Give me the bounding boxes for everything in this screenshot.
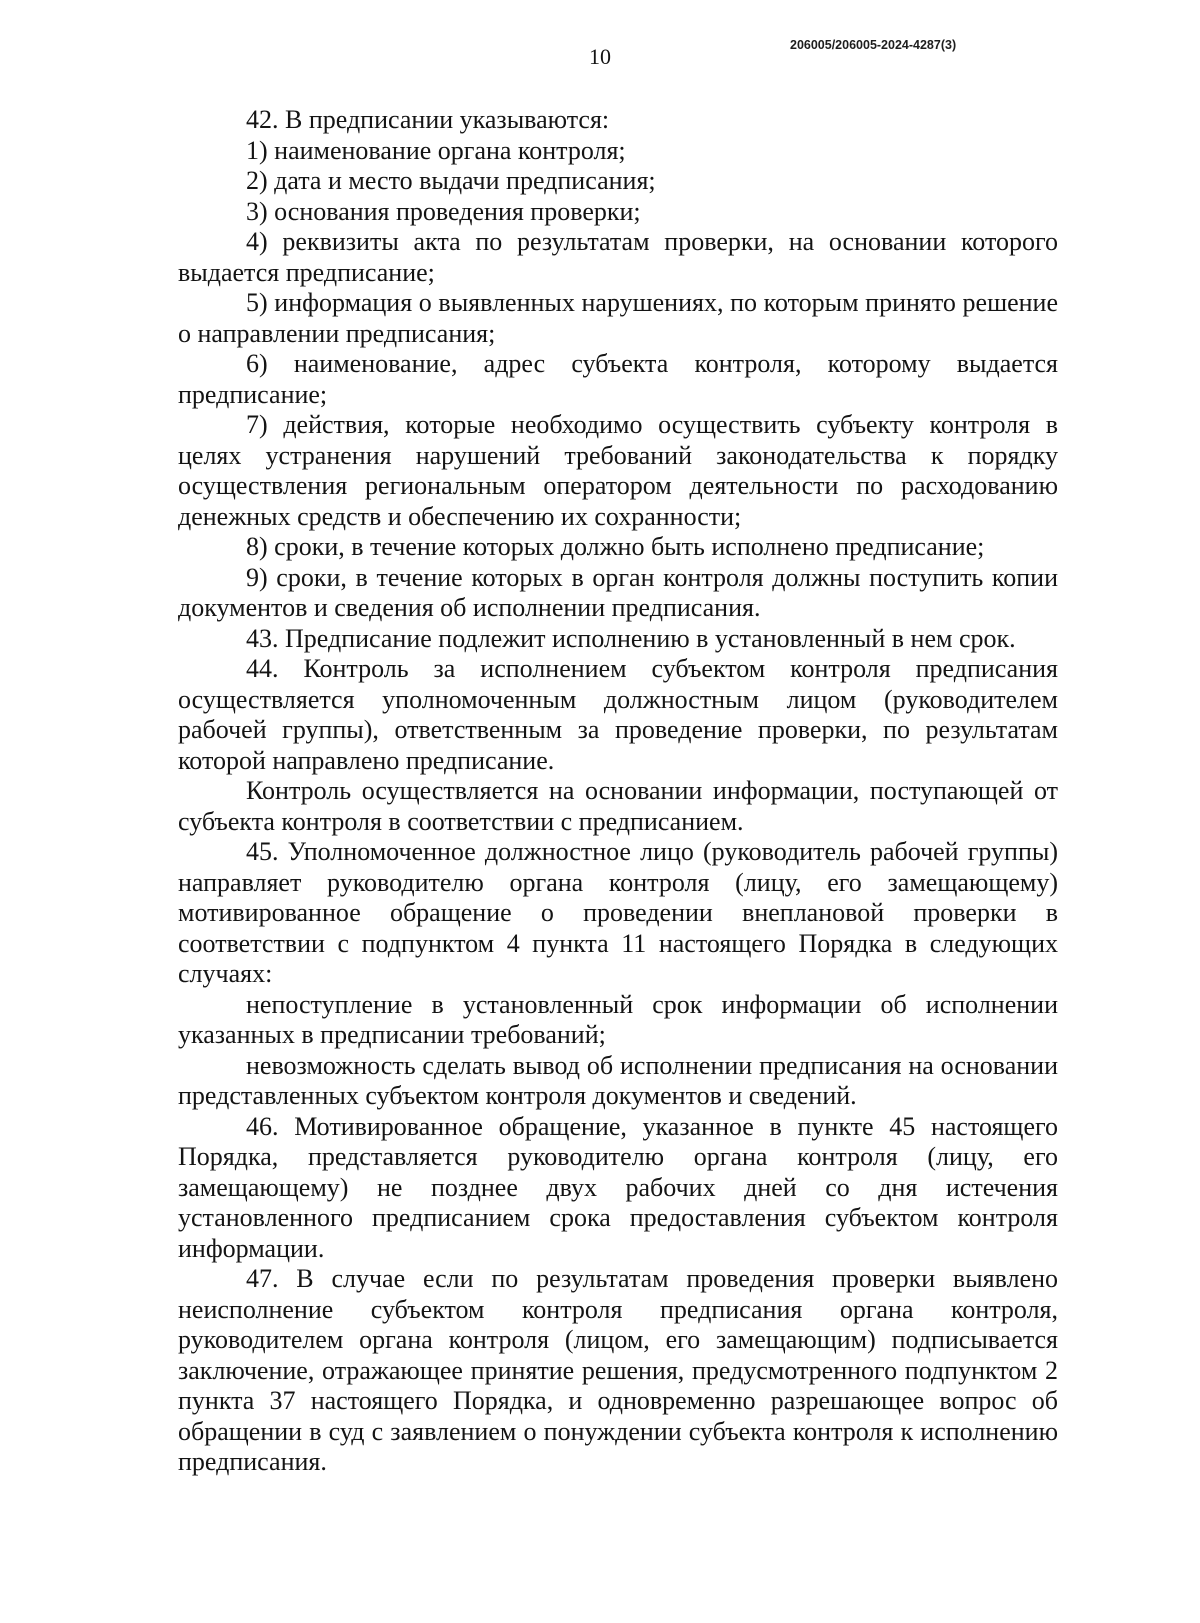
paragraph-45-case-1: непоступление в установленный срок информации об исполнении указанных в предписании требований; bbox=[178, 989, 1058, 1049]
list-item-7: 7) действия, которые необходимо осуществить субъекту контроля в целях устранения нарушений требований законодательства к порядку осуществления региональным оператором деятельности по расходованию денежных средств и обеспечению их сохранности; bbox=[178, 410, 1058, 531]
list-item-6: 6) наименование, адрес субъекта контроля, которому выдается предписание; bbox=[178, 349, 1058, 409]
list-item-1: 1) наименование органа контроля; bbox=[246, 135, 626, 165]
list-item-5: 5) информация о выявленных нарушениях, по которым принято решение о направлении предписания; bbox=[178, 288, 1058, 348]
paragraph-42: 42. В предписании указываются: bbox=[246, 105, 610, 134]
list-item-9: 9) сроки, в течение которых в орган контроля должны поступить копии документов и сведения об исполнении предписания. bbox=[178, 562, 1058, 622]
paragraph-46: 46. Мотивированное обращение, указанное в пункте 45 настоящего Порядка, представляется руководителю органа контроля (лицу, его замещающему) не позднее двух рабочих дней со дня истечения установленного предписанием срока предоставления субъектом контроля информации. bbox=[178, 1111, 1058, 1263]
list-item-8: 8) сроки, в течение которых должно быть исполнено предписание; bbox=[246, 532, 985, 561]
paragraph-47: 47. В случае если по результатам проведения проверки выявлено неисполнение субъектом контроля предписания органа контроля, руководителем органа контроля (лицом, его замещающим) подписывается заключение, отражающее принятие решения, предусмотренного подпунктом 2 пункта 37 настоящего Порядка, и одновременно разрешающее вопрос об обращении в суд с заявлением о понуждении субъекта контроля к исполнению предписания. bbox=[178, 1264, 1058, 1476]
paragraph-44-continued: Контроль осуществляется на основании информации, поступающей от субъекта контроля в соответствии с предписанием. bbox=[178, 776, 1058, 836]
paragraph-44: 44. Контроль за исполнением субъектом контроля предписания осуществляется уполномоченным должностным лицом (руководителем рабочей группы), ответственным за проведение проверки, по результатам которой направлено предписание. bbox=[178, 654, 1058, 775]
paragraph-43: 43. Предписание подлежит исполнению в установленный в нем срок. bbox=[246, 623, 1016, 653]
document-id: 206005/206005-2024-4287(3) bbox=[790, 38, 957, 52]
document-body bbox=[178, 105, 1058, 1478]
paragraph-45-case-2: невозможность сделать вывод об исполнении предписания на основании представленных субъектом контроля документов и сведений. bbox=[178, 1050, 1058, 1110]
paragraph-45: 45. Уполномоченное должностное лицо (руководитель рабочей группы) направляет руководителю органа контроля (лицу, его замещающему) мотивированное обращение о проведении внеплановой проверки в соответствии с подпунктом 4 пункта 11 настоящего Порядка в следующих случаях: bbox=[178, 837, 1058, 988]
list-item-3: 3) основания проведения проверки; bbox=[246, 196, 641, 226]
list-item-2: 2) дата и место выдачи предписания; bbox=[246, 166, 656, 195]
page-number: 10 bbox=[589, 44, 611, 69]
list-item-4: 4) реквизиты акта по результатам проверки, на основании которого выдается предписание; bbox=[178, 227, 1058, 287]
